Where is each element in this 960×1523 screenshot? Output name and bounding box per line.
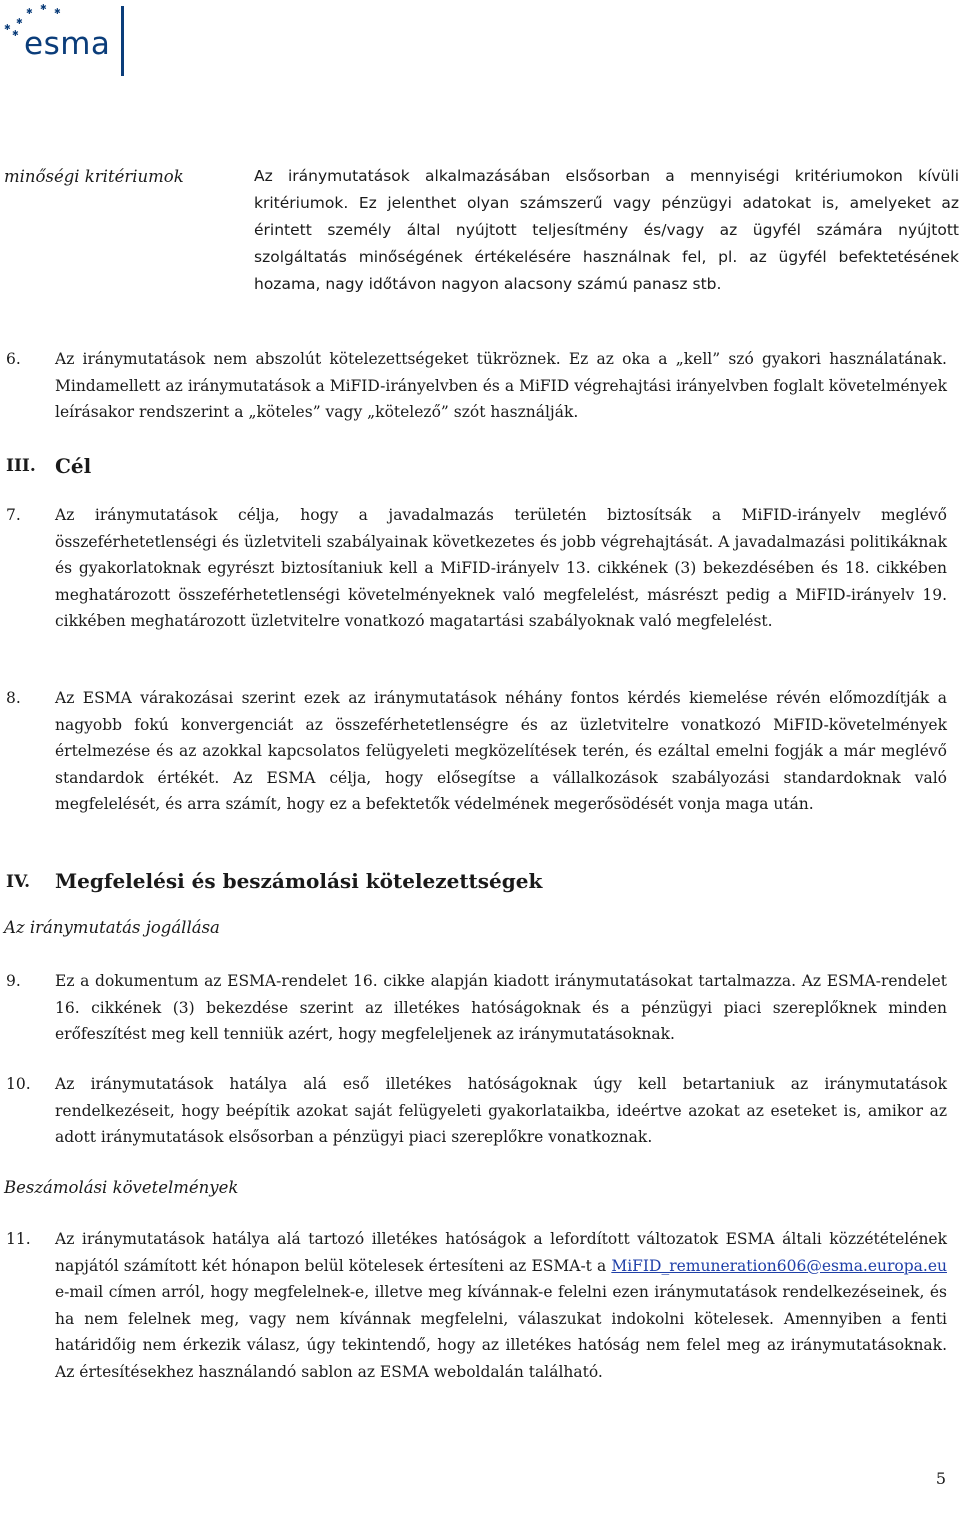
logo-wordmark: esma: [24, 26, 111, 62]
paragraph-number-7: 7.: [6, 506, 21, 524]
subheading-legal-status: Az iránymutatás jogállása: [4, 918, 220, 937]
svg-text:✱: ✱: [40, 3, 47, 12]
paragraph-number-11: 11.: [6, 1230, 31, 1248]
section-number-4: IV.: [6, 872, 31, 892]
paragraph-7: Az iránymutatások célja, hogy a javadalmazás területén biztosítsák a MiFID-irányelv meglévő összeférhetetlenségi és üzletviteli szabályainak következetes és jobb végrehajtását. A javadalmazási politikáknak és gyakorlatoknak egyrészt biztosítaniuk kell a MiFID-irányelv 13. cikkének (3) bekezdésében és 18. cikkében meghatározott összeférhetetlenségi követelményeknek való megfelelést, másrészt pedig a MiFID-irányelv 19. cikkében meghatározott üzletvitelre vonatkozó magatartási szabályoknak való megfelelést.: [55, 506, 947, 630]
svg-text:✱: ✱: [4, 23, 11, 32]
svg-text:✱: ✱: [12, 29, 19, 38]
paragraph-11-text-start: Az iránymutatások hatálya alá tartozó illetékes hatóságok a lefordított változatok ESMA általi közzétételének napjától számított két hónapon belül kötelesek értesíteni az ESMA-t a: [55, 1230, 947, 1275]
definition-term: minőségi kritériumok: [4, 167, 184, 186]
paragraph-6: Az iránymutatások nem abszolút kötelezettségeket tükröznek. Ez az oka a „kell” szó gyakori használatának. Mindamellett az iránymutatások a MiFID-irányelvben és a MiFID végrehajtási irányelvben foglalt követelmények leírásakor rendszerint a „köteles” vagy „kötelező” szót használják.: [55, 350, 947, 421]
paragraph-number-10: 10.: [6, 1075, 31, 1093]
page-number: 5: [935, 1469, 946, 1488]
email-link[interactable]: MiFID_remuneration606@esma.europa.eu: [611, 1256, 947, 1275]
paragraph-11: [55, 1226, 947, 1385]
paragraph-11-text-end: e-mail címen arról, hogy megfelelnek-e, illetve meg kívánnak-e felelni ezen iránymutatások rendelkezéseinek, és ha nem felelnek meg, vagy nem kívánnak megfelelni, válaszukat indokolni kötelesek. Amennyiben a fenti határidőig nem érkezik válasz, úgy tekintendő, hogy az illetékes hatóság nem felel meg az iránymutatásoknak. Az értesítésekhez használandó sablon az ESMA weboldalán található.: [55, 1283, 947, 1381]
svg-text:✱: ✱: [54, 7, 61, 16]
svg-text:✱: ✱: [16, 17, 23, 26]
section-title-compliance: Megfelelési és beszámolási kötelezettségek: [55, 869, 543, 893]
subheading-reporting: Beszámolási követelmények: [4, 1178, 239, 1197]
esma-logo: [0, 0, 140, 80]
paragraph-number-9: 9.: [6, 972, 21, 990]
paragraph-9: Ez a dokumentum az ESMA-rendelet 16. cikke alapján kiadott iránymutatásokat tartalmazza. Az ESMA-rendelet 16. cikkének (3) bekezdése szerint az illetékes hatóságoknak és a pénzügyi piaci szereplőknek minden erőfeszítést meg kell tenniük azért, hogy megfeleljenek az iránymutatásoknak.: [55, 972, 947, 1043]
paragraph-8: Az ESMA várakozásai szerint ezek az iránymutatások néhány fontos kérdés kiemelése révén előmozdítják a nagyobb fokú konvergenciát az összeférhetetlenségre és az üzletvitelre vonatkozó MiFID-követelmények értelmezése és az azokkal kapcsolatos felügyeleti megközelítések terén, és ezáltal emelni fogják a már meglévő standardok értékét. Az ESMA célja, hogy elősegítse a vállalkozások szabályozási standardoknak való megfelelését, és arra számít, hogy ez a befektetők védelmének megerősödését vonja maga után.: [55, 689, 947, 813]
definition-text: Az iránymutatások alkalmazásában elsősorban a mennyiségi kritériumokon kívüli kritériumok. Ez jelenthet olyan számszerű vagy pénzügyi adatokat is, amelyeket az érintett személy által nyújtott teljesítmény és/vagy az ügyfél számára nyújtott szolgáltatás minőségének értékelésére használnak fel, pl. az ügyfél befektetésének hozama, nagy időtávon nagyon alacsony számú panasz stb.: [254, 167, 959, 293]
logo-divider: [121, 6, 124, 76]
section-number-3: III.: [6, 456, 36, 476]
paragraph-number-8: 8.: [6, 689, 21, 707]
svg-text:✱: ✱: [26, 7, 33, 16]
paragraph-number-6: 6.: [6, 350, 21, 368]
section-title-cel: Cél: [55, 454, 92, 478]
paragraph-10: Az iránymutatások hatálya alá eső illetékes hatóságoknak úgy kell betartaniuk az iránymutatások rendelkezéseit, hogy beépítik azokat saját felügyeleti gyakorlataikba, ideértve azokat az eseteket is, amikor az adott iránymutatások elsősorban a pénzügyi piaci szereplőkre vonatkoznak.: [55, 1075, 947, 1146]
